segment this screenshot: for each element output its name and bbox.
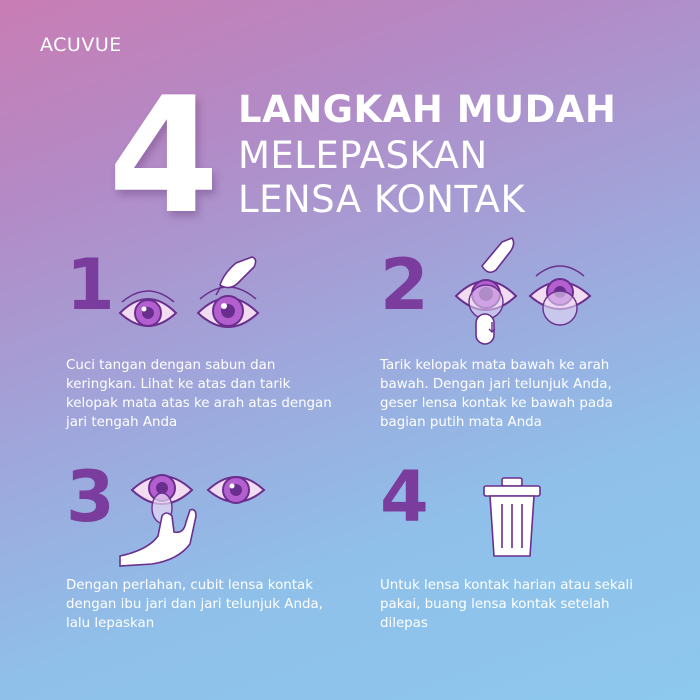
eye-icon xyxy=(208,477,264,503)
step-3-illustration xyxy=(118,460,278,570)
acuvue-logo: ACUVUE xyxy=(40,34,122,56)
eye-with-lens-icon xyxy=(530,266,590,325)
step-1-text: Cuci tangan dengan sabun dan keringkan. Lihat ke atas dan tarik kelopak mata atas ke arah atas dengan jari tengah Anda xyxy=(66,358,332,430)
step-3-number: 3 xyxy=(66,456,115,538)
trash-can-icon xyxy=(484,478,540,556)
header-title-line-2: MELEPASKAN xyxy=(238,134,488,177)
step-4-text: Untuk lensa kontak harian atau sekali pakai, buang lensa kontak setelah dilepas xyxy=(380,578,633,631)
step-1-number: 1 xyxy=(66,244,115,326)
header-title-line-1: LANGKAH MUDAH xyxy=(238,88,617,131)
step-1-illustration xyxy=(112,255,282,345)
step-3-text: Dengan perlahan, cubit lensa kontak dengan ibu jari dan jari telunjuk Anda, lalu lepaskan xyxy=(66,578,323,631)
eye-with-lens-icon xyxy=(456,280,516,344)
eye-icon xyxy=(120,291,176,326)
step-4-number: 4 xyxy=(380,456,429,538)
header-title-line-3: LENSA KONTAK xyxy=(238,178,526,221)
finger-icon xyxy=(220,257,256,288)
step-2-text: Tarik kelopak mata bawah ke arah bawah. Dengan jari telunjuk Anda, geser lensa kontak ke bawah pada bagian putih mata Anda xyxy=(380,358,613,430)
step-2-illustration xyxy=(452,236,602,346)
finger-icon xyxy=(482,238,514,272)
header-big-number: 4 xyxy=(108,62,220,249)
step-2-number: 2 xyxy=(380,244,429,326)
step-4-illustration xyxy=(480,476,544,560)
